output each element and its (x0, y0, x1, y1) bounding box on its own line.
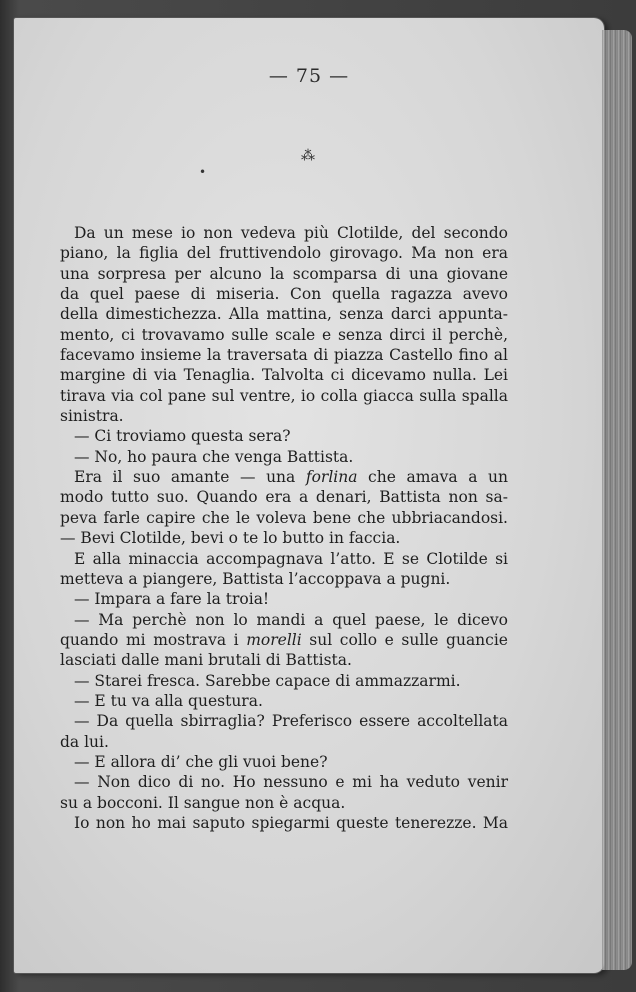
section-ornament: ⁂ (301, 148, 317, 164)
text-line-continuation: sul collo e sulle guancie (301, 630, 508, 649)
text-line (60, 406, 508, 426)
text-line-content: mento, ci trovavamo sulle scale e senza dirci il perchè, (60, 325, 508, 344)
text-line-content: — Starei fresca. Sarebbe capace di ammazzarmi. (74, 671, 461, 690)
text-line-content: modo tutto suo. Quando era a denari, Battista non sa- (60, 488, 508, 507)
text-line-content: Da un mese io non vedeva più Clotilde, del secondo (74, 224, 508, 242)
text-line-content: piano, la figlia del fruttivendolo girovago. Ma non era (60, 244, 508, 263)
text-line (60, 732, 508, 752)
text-line (60, 467, 508, 487)
text-line-content: E alla minaccia accompagnava l’atto. E se Clotilde si (74, 549, 508, 568)
text-line (60, 284, 508, 304)
book-page (14, 18, 604, 973)
text-line-content: su a bocconi. Il sangue non è acqua. (60, 793, 346, 812)
page-number: — 75 — (268, 65, 350, 87)
text-line (60, 630, 508, 650)
text-line (60, 325, 508, 345)
page-edges (602, 30, 632, 970)
text-line-content: Era il suo amante — una (74, 468, 306, 487)
body-text (60, 223, 508, 833)
text-line (60, 223, 508, 243)
text-line (60, 528, 508, 548)
text-line (60, 386, 508, 406)
text-line-content: margine di via Tenaglia. Talvolta ci dicevamo nulla. Lei (60, 366, 508, 385)
text-line (60, 793, 508, 813)
text-line (60, 711, 508, 731)
text-line-content: lasciati dalle mani brutali di Battista. (60, 651, 352, 670)
text-line (60, 487, 508, 507)
text-line-content: quando mi mostrava i (60, 630, 247, 649)
ornament-dot: • (199, 165, 207, 179)
text-line (60, 589, 508, 609)
text-line (60, 650, 508, 670)
text-line-content: — Ci troviamo questa sera? (74, 427, 291, 446)
text-line (60, 549, 508, 569)
text-line (60, 365, 508, 385)
italic-word: forlina (305, 468, 358, 487)
text-line-content: — Ma perchè non lo mandi a quel paese, le dicevo (74, 610, 508, 629)
text-line-content: facevamo insieme la traversata di piazza Castello fino al (60, 346, 508, 365)
text-line (60, 671, 508, 691)
text-line (60, 813, 508, 833)
text-line-content: — Bevi Clotilde, bevi o te lo butto in faccia. (60, 529, 401, 548)
text-line (60, 508, 508, 528)
text-line (60, 304, 508, 324)
text-line-content: — No, ho paura che venga Battista. (74, 447, 354, 466)
text-line (60, 447, 508, 467)
text-line-content: — Da quella sbirraglia? Preferisco essere accoltellata (74, 712, 508, 731)
text-line-content: — E tu va alla questura. (74, 691, 263, 710)
text-line-content: da lui. (60, 732, 109, 751)
text-line-content: Io non ho mai saputo spiegarmi queste tenerezze. Ma (74, 813, 508, 832)
italic-word: morelli (246, 630, 302, 649)
text-line-continuation: che amava a un (357, 468, 508, 487)
text-line (60, 752, 508, 772)
text-line (60, 610, 508, 630)
text-line-content: — E allora di’ che gli vuoi bene? (74, 752, 328, 771)
text-line (60, 345, 508, 365)
text-line-content: metteva a piangere, Battista l’accoppava a pugni. (60, 569, 451, 588)
text-line-content: — Impara a fare la troia! (74, 590, 270, 609)
text-line (60, 264, 508, 284)
text-line-content: peva farle capire che le voleva bene che ubbriacandosi. (60, 508, 508, 527)
text-line-content: tirava via col pane sul ventre, io colla giacca sulla spalla (60, 386, 508, 405)
text-line (60, 243, 508, 263)
text-line-content: della dimestichezza. Alla mattina, senza darci appunta- (60, 305, 508, 324)
text-line (60, 691, 508, 711)
text-line-content: — Non dico di no. Ho nessuno e mi ha veduto venir (74, 773, 508, 792)
text-line-content: sinistra. (60, 407, 124, 426)
text-line-content: una sorpresa per alcuno la scomparsa di una giovane (60, 264, 508, 283)
text-line (60, 569, 508, 589)
text-line (60, 772, 508, 792)
text-line (60, 426, 508, 446)
text-line-content: da quel paese di miseria. Con quella ragazza avevo (60, 285, 508, 304)
